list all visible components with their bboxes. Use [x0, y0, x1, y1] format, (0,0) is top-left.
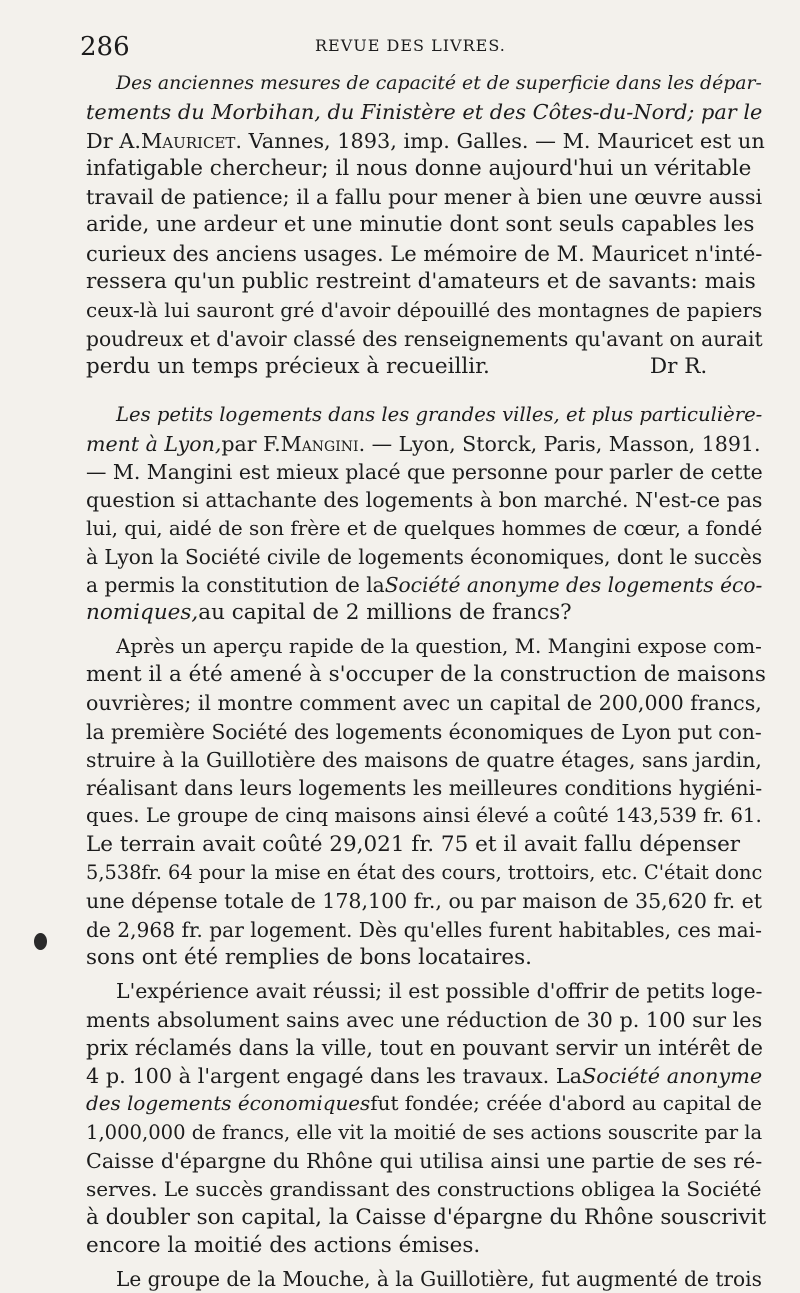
text-body — [86, 70, 766, 1293]
line-text: réalisant dans leurs logements les meilleures conditions hygiéni- — [86, 776, 763, 801]
line-text — [86, 1090, 762, 1118]
text-line — [86, 831, 766, 859]
line-text: L'expérience avait réussi; il est possible d'offrir de petits loge- — [116, 979, 763, 1004]
text-line — [86, 240, 766, 268]
text-line — [86, 633, 766, 661]
company-name: des logements économiques — [86, 1092, 371, 1116]
company-name: nomiques, — [86, 600, 199, 626]
author-name: Mangini — [280, 431, 359, 456]
text-line — [86, 661, 766, 689]
line-text — [86, 599, 572, 627]
line-text: encore la moitié des actions émises. — [86, 1232, 481, 1258]
line-text: question si attachante des logements à bon marché. N'est-ce pas — [86, 488, 763, 513]
running-title: REVUE DES LIVRES. — [315, 36, 506, 55]
text-line — [86, 155, 766, 183]
text-line — [86, 689, 766, 717]
text-line — [86, 183, 766, 211]
line-text: lui, qui, aidé de son frère et de quelques hommes de cœur, a fondé — [86, 516, 763, 541]
line-text: fut fondée; créée d'abord au capital de — [370, 1092, 762, 1116]
text-line — [86, 944, 766, 972]
line-text — [86, 571, 762, 599]
line-text: 1,000,000 de francs, elle vit la moitié de ses actions souscrite par la — [86, 1120, 763, 1144]
line-text — [86, 1062, 762, 1090]
line-text: . Vannes, 1893, imp. Galles. — M. Mauricet est un — [235, 128, 765, 153]
line-text: 5,538fr. 64 pour la mise en état des cours, trottoirs, etc. C'était donc — [86, 861, 763, 885]
text-line — [86, 543, 766, 571]
text-line — [86, 1147, 766, 1175]
text-line — [86, 599, 766, 627]
line-text: — M. Mangini est mieux placé que personne pour parler de cette — [86, 459, 763, 484]
company-name: Société anonyme des logements éco- — [384, 573, 763, 598]
line-text: serves. Le succès grandissant des constructions obligea la Société — [86, 1177, 762, 1202]
running-header — [0, 30, 800, 66]
book-title-end: ment à Lyon, — [86, 431, 222, 456]
line-text: Des anciennes mesures de capacité et de superficie dans les dépar- — [116, 73, 762, 94]
text-line — [86, 1232, 766, 1260]
line-text: aride, une ardeur et une minutie dont sont seuls capables les — [86, 212, 755, 238]
line-text: prix réclamés dans la ville, tout en pouvant servir un intérêt de — [86, 1034, 763, 1060]
text-line — [86, 1062, 766, 1090]
line-text: Le groupe de la Mouche, à la Guillotière, fut augmenté de trois — [116, 1267, 762, 1292]
text-line — [86, 98, 766, 126]
ink-blot — [34, 933, 47, 950]
line-text: Après un aperçu rapide de la question, M. Mangini expose com- — [116, 634, 762, 658]
review-mauricet — [86, 70, 766, 381]
text-line — [86, 353, 766, 381]
line-text: ressera qu'un public restreint d'amateurs et de savants: mais — [86, 269, 756, 295]
text-line — [86, 401, 766, 429]
text-line — [86, 1119, 766, 1147]
line-text: poudreux et d'avoir classé des renseignements qu'avant on aurait — [86, 326, 763, 351]
line-text: a permis la constitution de la — [86, 573, 385, 598]
line-text: perdu un temps précieux à recueillir. — [86, 353, 490, 379]
text-line — [86, 70, 766, 98]
text-line — [86, 296, 766, 324]
line-text: Caisse d'épargne du Rhône qui utilisa ainsi une partie de ses ré- — [86, 1148, 763, 1173]
line-text: par F. — [221, 431, 281, 456]
line-text: une dépense totale de 178,100 fr., ou par maison de 35,620 fr. et — [86, 889, 763, 914]
text-line — [86, 325, 766, 353]
line-text: ment il a été amené à s'occuper de la construction de maisons — [86, 661, 766, 687]
text-line — [86, 1006, 766, 1034]
line-text: 4 p. 100 à l'argent engagé dans les travaux. La — [86, 1064, 583, 1089]
text-line — [86, 571, 766, 599]
line-text — [86, 430, 761, 458]
line-text: sons ont été remplies de bons locataires. — [86, 944, 532, 970]
text-line — [86, 127, 766, 155]
text-line — [86, 1265, 766, 1293]
line-text: la première Société des logements économiques de Lyon put con- — [86, 719, 762, 744]
line-text: au capital de 2 millions de francs? — [198, 600, 572, 626]
line-text: Les petits logements dans les grandes villes, et plus particulière- — [116, 403, 763, 427]
line-text: à Lyon la Société civile de logements économiques, dont le succès — [86, 544, 763, 569]
text-line — [86, 514, 766, 542]
text-line — [86, 718, 766, 746]
review-mangini — [86, 401, 766, 1293]
line-text: curieux des anciens usages. Le mémoire de M. Mauricet n'inté- — [86, 241, 763, 266]
text-line — [86, 802, 766, 830]
text-line — [86, 1090, 766, 1118]
line-text: à doubler son capital, la Caisse d'épargne du Rhône souscrivit — [86, 1204, 767, 1230]
text-line — [86, 1034, 766, 1062]
reviewer-signature: Dr R. — [649, 353, 708, 379]
text-line — [86, 916, 766, 944]
text-line — [86, 1175, 766, 1203]
author-name: Mauricet — [140, 128, 236, 153]
text-line — [86, 887, 766, 915]
line-text — [86, 127, 765, 155]
section-gap — [86, 381, 766, 401]
page-number: 286 — [80, 32, 130, 62]
line-text: struire à la Guillotière des maisons de quatre étages, sans jardin, — [86, 747, 762, 772]
line-text: ques. Le groupe de cinq maisons ainsi élevé a coûté 143,539 fr. 61. — [86, 804, 762, 828]
line-text: . — Lyon, Storck, Paris, Masson, 1891. — [358, 431, 761, 456]
text-line — [86, 458, 766, 486]
text-line — [86, 774, 766, 802]
text-line — [86, 1204, 766, 1232]
text-line — [86, 746, 766, 774]
text-line — [86, 859, 766, 887]
line-text: infatigable chercheur; il nous donne aujourd'hui un véritable — [86, 155, 752, 181]
line-text: tements du Morbihan, du Finistère et des Côtes-du-Nord; par le — [86, 100, 763, 125]
company-name: Société anonyme — [582, 1064, 763, 1089]
line-text: ouvrières; il montre comment avec un capital de 200,000 francs, — [86, 691, 762, 716]
line-text: de 2,968 fr. par logement. Dès qu'elles furent habitables, ces mai- — [86, 917, 762, 942]
author-title: Dr A. — [86, 128, 141, 153]
text-line — [86, 211, 766, 239]
text-line — [86, 486, 766, 514]
line-text: ments absolument sains avec une réduction de 30 p. 100 sur les — [86, 1007, 763, 1032]
line-text: ceux-là lui sauront gré d'avoir dépouillé des montagnes de papiers — [86, 298, 763, 323]
text-line — [86, 977, 766, 1005]
text-line — [86, 430, 766, 458]
line-text: travail de patience; il a fallu pour mener à bien une œuvre aussi — [86, 185, 763, 210]
text-line — [86, 268, 766, 296]
line-text: Le terrain avait coûté 29,021 fr. 75 et il avait fallu dépenser — [86, 831, 741, 857]
